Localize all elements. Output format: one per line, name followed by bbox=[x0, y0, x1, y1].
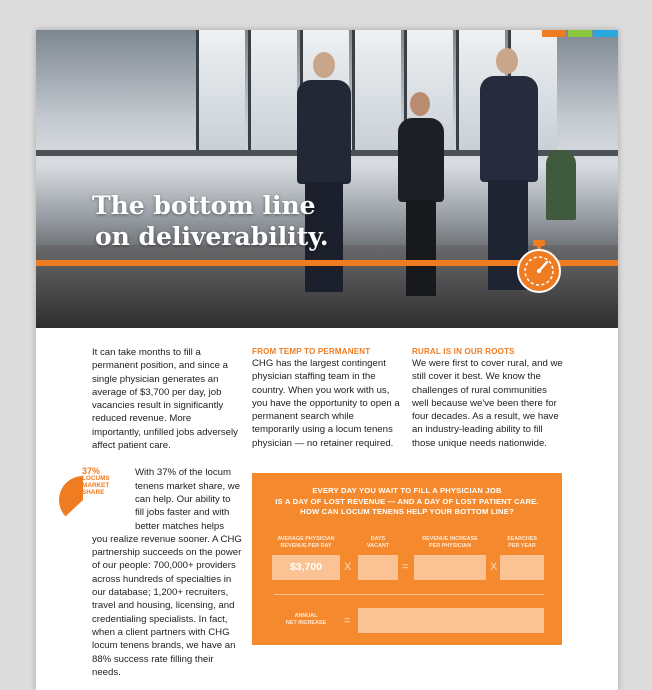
pie-label-line1: LOCUMS bbox=[82, 475, 110, 483]
market-share-paragraph bbox=[82, 466, 242, 679]
temp-to-permanent-heading: FROM TEMP TO PERMANENT bbox=[252, 347, 371, 356]
hero-title bbox=[92, 190, 329, 252]
equals-operator-1: = bbox=[402, 561, 409, 573]
days-vacant-field[interactable] bbox=[358, 555, 398, 580]
intro-paragraph: It can take months to fill a permanent position, and since a single physician generates an average of $3,700 per day, job vacancies result in significantly reduced revenue. More importantly, unfilled jobs adversely affect patient care. bbox=[92, 347, 238, 452]
pie-label bbox=[82, 468, 110, 496]
blue-tab bbox=[594, 30, 618, 37]
days-label-2: VACANT bbox=[366, 542, 390, 549]
calculator-divider bbox=[274, 594, 544, 595]
calc-head-line3: HOW CAN LOCUM TENENS HELP YOUR BOTTOM LINE? bbox=[300, 507, 514, 516]
revenue-calculator bbox=[252, 473, 562, 645]
days-label-1: DAYS bbox=[370, 536, 386, 542]
searches-label-2: PER YEAR bbox=[508, 542, 536, 549]
multiply-operator-2: X bbox=[490, 561, 498, 573]
stopwatch-icon bbox=[514, 238, 564, 294]
avg-revenue-label bbox=[272, 536, 340, 549]
revenue-increase-field[interactable] bbox=[414, 555, 486, 580]
annual-label-1: ANNUAL bbox=[294, 613, 318, 619]
orange-tab bbox=[542, 30, 566, 37]
avg-revenue-label-2: REVENUE PER DAY bbox=[280, 542, 332, 549]
calc-head-line2: IS A DAY OF LOST REVENUE — AND A DAY OF LOST PATIENT CARE. bbox=[275, 496, 539, 506]
avg-revenue-label-1: AVERAGE PHYSICIAN bbox=[277, 536, 335, 542]
hero-title-line1: The bottom line bbox=[92, 191, 316, 220]
color-tabs bbox=[542, 30, 618, 37]
market-share-text: With 37% of the locum tenens market share, we can help. Our ability to fill jobs faster and with better matches helps you realize revenue sooner. A CHG partnership succeeds on the power of our people: 700,000+ providers across hundreds of specialties in our database; 1,200+ recruiters, travel and housing, licensing, and credentialing specialists. In fact, when a client partners with CHG locum tenens brands, we have an 88% success rate filling their needs. bbox=[92, 467, 242, 678]
green-tab bbox=[568, 30, 592, 37]
revenue-increase-label bbox=[414, 536, 486, 549]
calc-head-line1: EVERY DAY YOU WAIT TO FILL A PHYSICIAN JOB bbox=[312, 486, 502, 495]
column-intro bbox=[82, 346, 242, 679]
searches-label-1: SEARCHES bbox=[507, 536, 537, 542]
increase-label-2: PER PHYSICIAN bbox=[429, 542, 471, 549]
increase-label-1: REVENUE INCREASE bbox=[422, 536, 478, 542]
column-rural bbox=[412, 346, 564, 450]
annual-net-increase-field[interactable] bbox=[358, 608, 544, 633]
annual-net-increase-label bbox=[272, 613, 340, 626]
hero-title-line2: on deliverability. bbox=[95, 222, 329, 251]
column-temp-to-permanent bbox=[252, 346, 402, 450]
annual-label-2: NET INCREASE bbox=[285, 619, 327, 626]
pie-label-line2: MARKET bbox=[82, 482, 110, 490]
rural-body: We were first to cover rural, and we still cover it best. We know the challenges of rural communities well because we've been there for four decades. As a result, we have an industry-leading ability to fill those unique needs nationwide. bbox=[412, 358, 563, 449]
temp-to-permanent-body: CHG has the largest contingent physician staffing team in the country. When you work with us, you have the opportunity to open a permanent search while temporarily using a locum tenens physician — no retainer required. bbox=[252, 358, 400, 449]
searches-per-year-field[interactable] bbox=[500, 555, 544, 580]
avg-revenue-field[interactable]: $3,700 bbox=[272, 555, 340, 580]
days-vacant-label bbox=[358, 536, 398, 549]
market-share-pie bbox=[59, 466, 135, 530]
pie-label-line3: SHARE bbox=[82, 489, 105, 497]
pie-percent: 37% bbox=[82, 466, 101, 477]
calculator-heading bbox=[252, 486, 562, 518]
multiply-operator-1: X bbox=[344, 561, 352, 573]
searches-per-year-label bbox=[500, 536, 544, 549]
rural-heading: RURAL IS IN OUR ROOTS bbox=[412, 347, 515, 356]
equals-operator-2: = bbox=[344, 615, 351, 627]
brochure-page bbox=[36, 30, 618, 690]
